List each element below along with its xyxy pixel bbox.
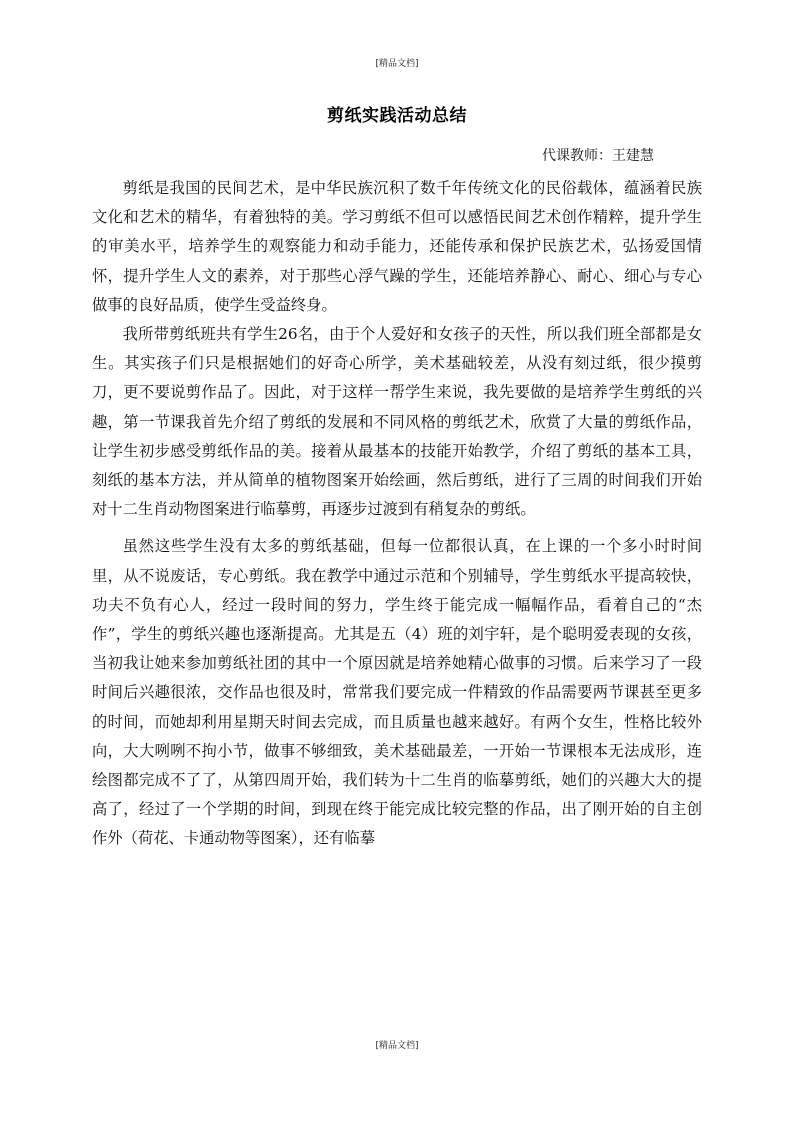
author-line [542,146,654,166]
footer-watermark: [精品文档] [375,1041,419,1051]
author-role: 代课教师： [542,148,612,164]
header-watermark: [精品文档] [375,59,419,69]
paragraph: 我所带剪纸班共有学生26名，由于个人爱好和女孩子的天性，所以我们班全部都是女生。其实孩子们只是根据她们的好奇心所学，美术基础较差，从没有刻过纸，很少摸剪刀，更不要说剪作品了。因此，对于这样一帮学生来说，我先要做的是培养学生剪纸的兴趣，第一节课我首先介绍了剪纸的发展和不同风格的剪纸艺术，欣赏了大量的剪纸作品，让学生初步感受剪纸作品的美。接着从最基本的技能开始教学，介绍了剪纸的基本工具，刻纸的基本方法，并从简单的植物图案开始绘画，然后剪纸，进行了三周的时间我们开始对十二生肖动物图案进行临摹剪，再逐步过渡到有稍复杂的剪纸。 [92,325,702,519]
paragraph: 剪纸是我国的民间艺术，是中华民族沉积了数千年传统文化的民俗载体，蕴涵着民族文化和艺术的精华，有着独特的美。学习剪纸不但可以感悟民间艺术创作精粹，提升学生的审美水平，培养学生的观察能力和动手能力，还能传承和保护民族艺术，弘扬爱国情怀，提升学生人文的素养，对于那些心浮气躁的学生，还能培养静心、耐心、细心与专心做事的良好品质，使学生受益终身。 [92,179,702,314]
document-title: 剪纸实践活动总结 [327,106,467,126]
document-body [92,174,702,854]
paragraph: 虽然这些学生没有太多的剪纸基础，但每一位都很认真，在上课的一个多小时时间里，从不说废话，专心剪纸。我在教学中通过示范和个别辅导，学生剪纸水平提高较快，功夫不负有心人，经过一段时间的努力，学生终于能完成一幅幅作品，看着自己的“杰作”，学生的剪纸兴趣也逐渐提高。尤其是五（4）班的刘宇轩，是个聪明爱表现的女孩，当初我让她来参加剪纸社团的其中一个原因就是培养她精心做事的习惯。后来学习了一段时间后兴趣很浓，交作品也很及时，常常我们要完成一件精致的作品需要两节课甚至更多的时间，而她却利用星期天时间去完成，而且质量也越来越好。有两个女生，性格比较外向，大大咧咧不拘小节，做事不够细致，美术基础最差，一开始一节课根本无法成形，连绘图都完成不了了，从第四周开始，我们转为十二生肖的临摹剪纸，她们的兴趣大大的提高了，经过了一个学期的时间，到现在终于能完成比较完整的作品，出了刚开始的自主创作外（荷花、卡通动物等图案），还有临摹 [92,537,702,848]
author-name: 王建慧 [612,148,654,164]
